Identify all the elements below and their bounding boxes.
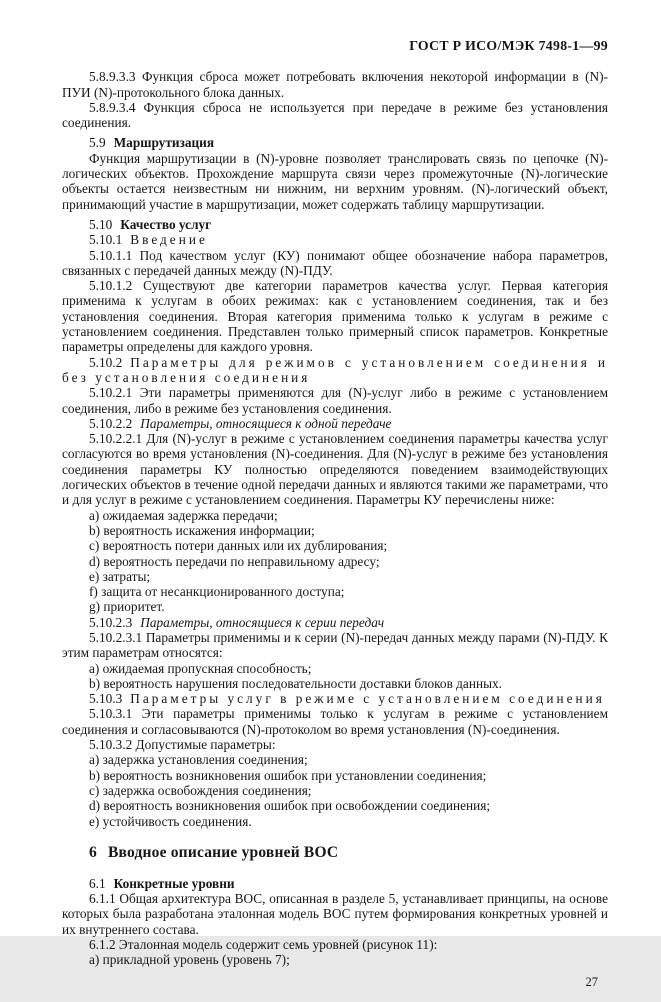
section-number: 5.10.2 xyxy=(89,354,123,370)
paragraph-5-9: Функция маршрутизации в (N)-уровне позволяет транслировать связь по цепочке (N)-логических объектов. Прохождение маршрута связи через промежуточные (N)-логические объекты остается неизвестным ни нижним, ни верхним уровням. (N)-логический объект, принимающий участие в маршрутизации, может содержать таблицу маршрутизации. xyxy=(62,150,608,212)
page-content xyxy=(62,38,608,1002)
section-heading-5-9 xyxy=(62,135,608,150)
section-heading-5-10 xyxy=(62,217,608,232)
section-title: Параметры, относящиеся к одной передаче xyxy=(140,415,392,431)
section-title: Качество услуг xyxy=(120,216,212,232)
paragraph-6-1-2: 6.1.2 Эталонная модель содержит семь уровней (рисунок 11): xyxy=(89,937,438,953)
section-heading-6-1 xyxy=(62,876,608,891)
paragraph-5-10-3-1: 5.10.3.1 Эти параметры применимы только к услугам в режиме с установлением соединения и согласовываются (N)-протоколом во время установления (N)-соединения. xyxy=(62,706,608,737)
section-title: Параметры, относящиеся к серии передач xyxy=(140,614,385,630)
paragraph-5-10-2-3-1: 5.10.2.3.1 Параметры применимы и к серии (N)-передач данных между парами (N)-ПДУ. К этим параметрам относятся: xyxy=(62,629,608,661)
section-number: 5.10.1 xyxy=(89,232,123,248)
paragraph-5-10-2-2-1: 5.10.2.2.1 Для (N)-услуг в режиме с установлением соединения параметры качества услуг согласуются во время установления (N)-соединения. Для (N)-услуг в режиме без установления соединения параметры КУ полностью определяются поведением взаимодействующих логических объектов в течение одной передачи данных и являются такими же параметрами, что и для услуг в режиме с установлением соединения. Параметры КУ перечислены ниже: xyxy=(62,431,608,508)
section-heading-5-10-2-3 xyxy=(62,615,608,630)
list-item: b) вероятность возникновения ошибок при установлении соединения; xyxy=(89,767,487,783)
paragraph-5-10-1-1: 5.10.1.1 Под качеством услуг (КУ) понимают общее обозначение набора параметров, связанных с передачей данных между (N)-ПДУ. xyxy=(62,247,608,278)
list-item: b) вероятность нарушения последовательности доставки блоков данных. xyxy=(89,675,502,691)
list-item: c) задержка освобождения соединения; xyxy=(89,782,312,798)
chapter-title: Вводное описание уровней ВОС xyxy=(107,843,339,861)
section-heading-5-10-3 xyxy=(62,691,608,706)
section-title: Параметры услуг в режиме с установлением соединения xyxy=(130,691,605,707)
list-item: a) задержка установления соединения; xyxy=(89,752,308,768)
section-number: 6.1 xyxy=(89,875,106,891)
section-number: 5.10.2.2 xyxy=(89,415,133,431)
list-item: e) затраты; xyxy=(89,568,151,584)
paragraph-5-10-3-2: 5.10.3.2 Допустимые параметры: xyxy=(89,737,276,753)
paragraph-5-8-9-3-4: 5.8.9.3.4 Функция сброса не используется при передаче в режиме без установления соединения. xyxy=(62,99,608,131)
list-item: b) вероятность искажения информации; xyxy=(89,522,315,538)
list-item: f) защита от несанкционированного доступа; xyxy=(89,584,345,600)
paragraph-6-1-1: 6.1.1 Общая архитектура ВОС, описанная в разделе 5, устанавливает принципы, на основе которых была разработана эталонная модель ВОС путем формирования конкретных уровней и их внутреннего состава. xyxy=(62,891,608,937)
section-heading-5-10-2 xyxy=(62,355,608,386)
paragraph-5-10-2-1: 5.10.2.1 Эти параметры применяются для (N)-услуг либо в режиме с установлением соединения, либо в режиме без установления соединения. xyxy=(62,385,608,416)
list-item: e) устойчивость соединения. xyxy=(89,813,252,829)
paragraph-5-8-9-3-3: 5.8.9.3.3 Функция сброса может потребовать включения некоторой информации в (N)-ПУИ (N)-протокольного блока данных. xyxy=(62,69,608,100)
section-number: 5.9 xyxy=(89,135,106,151)
page-number: 27 xyxy=(585,974,598,989)
section-heading-5-10-1 xyxy=(62,232,608,247)
doc-code-header: ГОСТ Р ИСО/МЭК 7498-1—99 xyxy=(409,38,608,53)
section-title: Введение xyxy=(130,232,208,248)
list-item: a) ожидаемая пропускная способность; xyxy=(89,660,312,676)
list-item: a) ожидаемая задержка передачи; xyxy=(89,507,278,523)
section-title: Параметры для режимов с установлением соединения и без установления соединения xyxy=(62,354,608,385)
section-title: Конкретные уровни xyxy=(113,875,235,891)
list-item: a) прикладной уровень (уровень 7); xyxy=(89,952,290,968)
list-item: d) вероятность возникновения ошибок при освобождении соединения; xyxy=(89,798,491,814)
list-item: d) вероятность передачи по неправильному адресу; xyxy=(89,553,380,569)
paragraph-5-10-1-2: 5.10.1.2 Существуют две категории параметров качества услуг. Первая категория применима к услугам в обоих режимах: как с установлением соединения, так и без установления соединения. Вторая категория применима только к услугам в режиме с установлением соединения. Представлен только примерный список параметров. Конкретные параметры определены для каждого уровня. xyxy=(62,278,608,355)
chapter-heading-6 xyxy=(62,844,608,862)
section-number: 5.10.3 xyxy=(89,691,123,707)
section-number: 5.10 xyxy=(89,216,113,232)
list-item: c) вероятность потери данных или их дублирования; xyxy=(89,538,388,554)
section-heading-5-10-2-2 xyxy=(62,416,608,431)
section-number: 5.10.2.3 xyxy=(89,614,133,630)
chapter-number: 6 xyxy=(89,843,97,861)
section-title: Маршрутизация xyxy=(113,135,215,151)
list-item: g) приоритет. xyxy=(89,599,165,615)
